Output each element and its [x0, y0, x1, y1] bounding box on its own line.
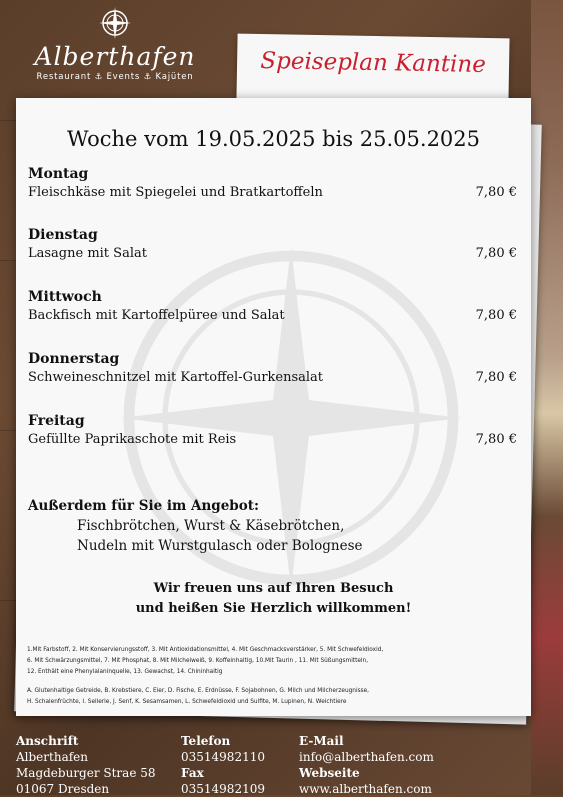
- day-block-thursday: [28, 351, 517, 385]
- brand-tagline: Restaurant ⚓ Events ⚓ Kajüten: [36, 72, 194, 82]
- dish-name: Schweineschnitzel mit Kartoffel-Gurkensalat: [28, 370, 324, 385]
- additives-line: 1.Mit Farbstoff, 2. Mit Konservierungsstoff, 3. Mit Antioxidationsmittel, 4. Mit Geschmacksverstärker, 5. Mit Schwefeldioxid,: [27, 647, 384, 653]
- welcome-line: Wir freuen uns auf Ihren Besuch: [153, 581, 394, 596]
- dish-price: 7,80 €: [475, 246, 517, 261]
- phone-number[interactable]: 03514982110: [181, 750, 265, 764]
- fax-number: 03514982109: [181, 782, 265, 796]
- dish-price: 7,80 €: [475, 432, 517, 447]
- food-decoration: [531, 0, 563, 795]
- extra-line: Nudeln mit Wurstgulasch oder Bolognese: [77, 538, 363, 554]
- day-name: Montag: [28, 166, 89, 182]
- dish-price: 7,80 €: [475, 185, 517, 200]
- additives-line: 6. Mit Schwärzungsmittel, 7. Mit Phosphat, 8. Mit Milcheiweiß, 9. Koffeinhaltig, 10.Mit Taurin , 11. Mit Süßungsmitteln,: [27, 658, 369, 664]
- week-title: Woche vom 19.05.2025 bis 25.05.2025: [66, 127, 481, 151]
- allergens-line: A. Glutenhaltige Getreide, B. Krebstiere, C. Eier, D. Fische, E. Erdnüsse, F. Sojabohnen, G. Milch und Milcherzeugnisse,: [27, 688, 370, 694]
- email-link[interactable]: info@alberthafen.com: [299, 750, 434, 764]
- phone-heading: Telefon: [181, 734, 231, 748]
- day-block-monday: [28, 166, 517, 200]
- allergens-line: H. Schalenfrüchte, I. Sellerie, J. Senf, K. Sesamsamen, L. Schwefeldioxid und Sulfite, M. Lupinen, N. Weichtiere: [27, 699, 347, 705]
- day-name: Freitag: [28, 413, 85, 429]
- brand-name: Alberthafen: [34, 42, 196, 71]
- extra-title: Außerdem für Sie im Angebot:: [28, 498, 259, 514]
- web-heading: Webseite: [299, 766, 360, 780]
- brand-logo: [25, 6, 205, 82]
- day-block-friday: [28, 413, 517, 447]
- extra-offer: [28, 498, 363, 554]
- dish-row: [28, 185, 517, 200]
- dish-name: Lasagne mit Salat: [28, 246, 147, 261]
- dish-name: Fleischkäse mit Spiegelei und Bratkartoffeln: [28, 185, 323, 200]
- day-name: Donnerstag: [28, 351, 120, 367]
- additives-line: 12. Enthält eine Phenylalaninquelle, 13. Gewachst, 14. Chininhaltig: [27, 669, 223, 675]
- address-heading: Anschrift: [16, 734, 79, 748]
- allergens-list: [27, 686, 521, 708]
- address-line: Alberthafen: [16, 750, 88, 764]
- dish-row: [28, 370, 517, 385]
- title-card: [236, 34, 509, 105]
- dish-row: [28, 432, 517, 447]
- address-line: 01067 Dresden: [16, 782, 110, 796]
- dish-name: Gefüllte Paprikaschote mit Reis: [28, 432, 237, 447]
- menu-sheet: [16, 98, 531, 716]
- dish-name: Backfisch mit Kartoffelpüree und Salat: [28, 308, 285, 323]
- footer-address: [16, 733, 156, 797]
- web-link[interactable]: www.alberthafen.com: [299, 782, 432, 796]
- day-name: Dienstag: [28, 227, 98, 243]
- welcome-message: [16, 579, 531, 619]
- day-name: Mittwoch: [28, 289, 102, 305]
- address-line: Magdeburger Strae 58: [16, 766, 156, 780]
- dish-row: [28, 246, 517, 261]
- compass-emblem-icon: [98, 6, 132, 40]
- menu-title: Speiseplan Kantine: [260, 48, 487, 78]
- additives-list: [27, 645, 521, 678]
- footer-contact: [299, 733, 434, 797]
- fax-heading: Fax: [181, 766, 204, 780]
- day-block-tuesday: [28, 227, 517, 261]
- footer-phone: [181, 733, 265, 797]
- dish-row: [28, 308, 517, 323]
- welcome-line: und heißen Sie Herzlich willkommen!: [135, 601, 412, 616]
- dish-price: 7,80 €: [475, 370, 517, 385]
- email-heading: E-Mail: [299, 734, 344, 748]
- day-block-wednesday: [28, 289, 517, 323]
- extra-line: Fischbrötchen, Wurst & Käsebrötchen,: [77, 518, 345, 534]
- dish-price: 7,80 €: [475, 308, 517, 323]
